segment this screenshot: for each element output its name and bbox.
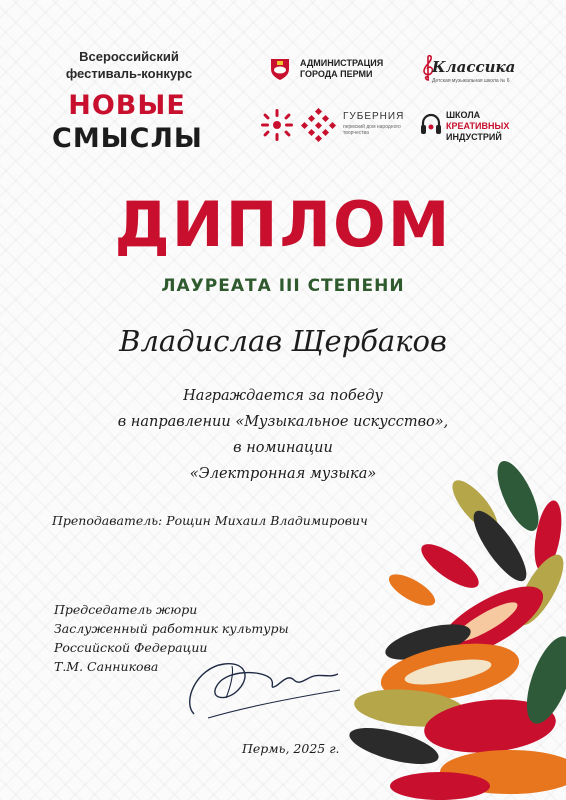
festival-subtitle bbox=[44, 48, 214, 82]
klassika-logo-subtitle: Детская музыкальная школа № 6 bbox=[432, 78, 510, 84]
gubernia-logo-subtitle: пермский дом народного творчества bbox=[343, 124, 401, 136]
place-date: Пермь, 2025 г. bbox=[242, 741, 340, 756]
award-line2: в направлении «Музыкальное искусство», bbox=[117, 414, 449, 430]
school-creative-industries-logo-text bbox=[446, 110, 546, 143]
school-line3: ИНДУСТРИЙ bbox=[446, 132, 502, 142]
admin-line1: АДМИНИСТРАЦИЯ bbox=[300, 58, 384, 68]
festival-logo bbox=[52, 90, 202, 158]
award-line1: Награждается за победу bbox=[183, 388, 383, 404]
award-line4: «Электронная музыка» bbox=[189, 466, 377, 482]
jury-line2: Заслуженный работник культуры bbox=[54, 621, 289, 636]
headphones-icon bbox=[420, 112, 442, 138]
gubernia-logo-title: ГУБЕРНИЯ bbox=[343, 111, 405, 122]
admin-line2: ГОРОДА ПЕРМИ bbox=[300, 69, 373, 79]
teacher-line: Преподаватель: Рощин Михаил Владимирович bbox=[52, 513, 368, 528]
jury-line4: Т.М. Санникова bbox=[54, 659, 159, 674]
festival-logo-line1: НОВЫЕ bbox=[68, 90, 186, 121]
admin-perm-logo-text bbox=[300, 58, 420, 80]
diploma-title: ДИПЛОМ bbox=[114, 188, 452, 261]
jury-line1: Председатель жюри bbox=[54, 602, 198, 617]
festival-logo-line2: СМЫСЛЫ bbox=[52, 123, 203, 154]
festival-subtitle-line1: Всероссийский bbox=[79, 49, 179, 64]
perm-coat-of-arms-icon bbox=[268, 57, 292, 81]
festival-subtitle-line2: фестиваль-конкурс bbox=[65, 66, 193, 81]
gubernia-sun-icon bbox=[258, 108, 296, 142]
handwritten-signature bbox=[172, 648, 342, 724]
gubernia-pattern-icon bbox=[300, 108, 338, 142]
recipient-name: Владислав Щербаков bbox=[119, 324, 447, 358]
diploma-subtitle: ЛАУРЕАТА III СТЕПЕНИ bbox=[161, 276, 405, 296]
jury-line3: Российской Федерации bbox=[54, 640, 208, 655]
school-line1: ШКОЛА bbox=[446, 110, 481, 120]
school-line2: КРЕАТИВНЫХ bbox=[446, 121, 510, 131]
award-line3: в номинации bbox=[233, 440, 333, 456]
klassika-logo-title: Классика bbox=[432, 58, 516, 76]
